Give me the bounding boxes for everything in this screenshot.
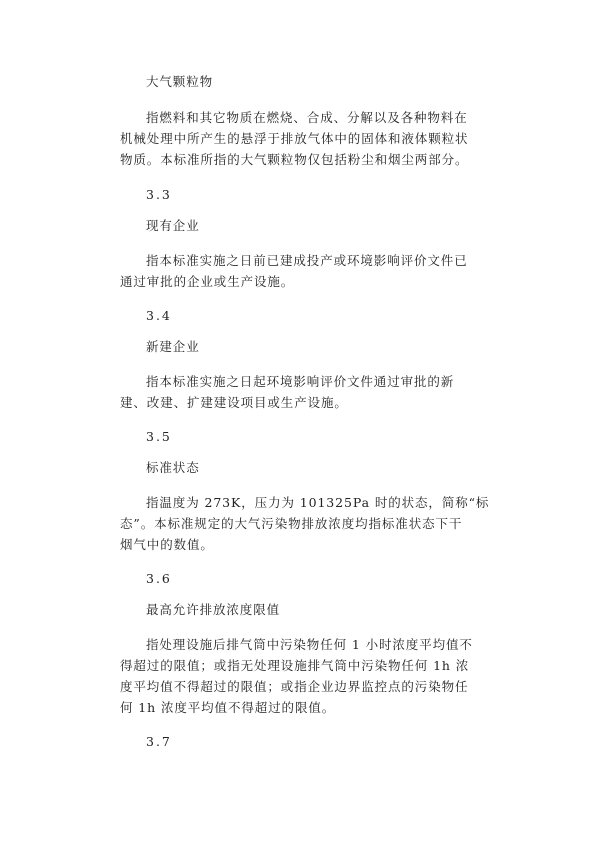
paragraph-line: 指本标准实施之日起环境影响评价文件通过审批的新 xyxy=(146,374,455,389)
section-heading: 最高允许排放浓度限值 xyxy=(146,602,281,617)
section-number: 3.5 xyxy=(146,429,172,444)
section-number: 3.6 xyxy=(146,571,172,586)
paragraph-line: 指燃料和其它物质在燃烧、合成、分解以及各种物料在 xyxy=(146,110,468,125)
section-number: 3.7 xyxy=(146,734,172,749)
paragraph-line: 指处理设施后排气筒中污染物任何 1 小时浓度平均值不 xyxy=(146,637,473,652)
section-heading: 新建企业 xyxy=(146,339,200,354)
paragraph-line: 建、改建、扩建建设项目或生产设施。 xyxy=(120,395,348,410)
paragraph-line: 烟气中的数值。 xyxy=(120,537,214,552)
paragraph-line: 机械处理中所产生的悬浮于排放气体中的固体和液体颗粒状 xyxy=(120,131,469,146)
section-number: 3.4 xyxy=(146,308,172,323)
paragraph-line: 物质。本标准所指的大气颗粒物仅包括粉尘和烟尘两部分。 xyxy=(120,152,469,167)
section-heading: 标准状态 xyxy=(146,460,200,475)
paragraph-line: 指本标准实施之日前已建成投产或环境影响评价文件已 xyxy=(146,253,468,268)
paragraph-line: 通过审批的企业或生产设施。 xyxy=(120,274,295,289)
paragraph-line: 得超过的限值；或指无处理设施排气筒中污染物任何 1h 浓 xyxy=(120,658,470,673)
paragraph-line: 指温度为 273K，压力为 101325Pa 时的状态，简称“标 xyxy=(146,495,490,510)
paragraph-line: 度平均值不得超过的限值；或指企业边界监控点的污染物任 xyxy=(120,679,469,694)
section-heading: 大气颗粒物 xyxy=(146,74,214,89)
paragraph-line: 态”。本标准规定的大气污染物排放浓度均指标准状态下干 xyxy=(120,516,463,531)
section-heading: 现有企业 xyxy=(146,218,200,233)
paragraph-line: 何 1h 浓度平均值不得超过的限值。 xyxy=(120,700,336,715)
section-number: 3.3 xyxy=(146,187,172,202)
